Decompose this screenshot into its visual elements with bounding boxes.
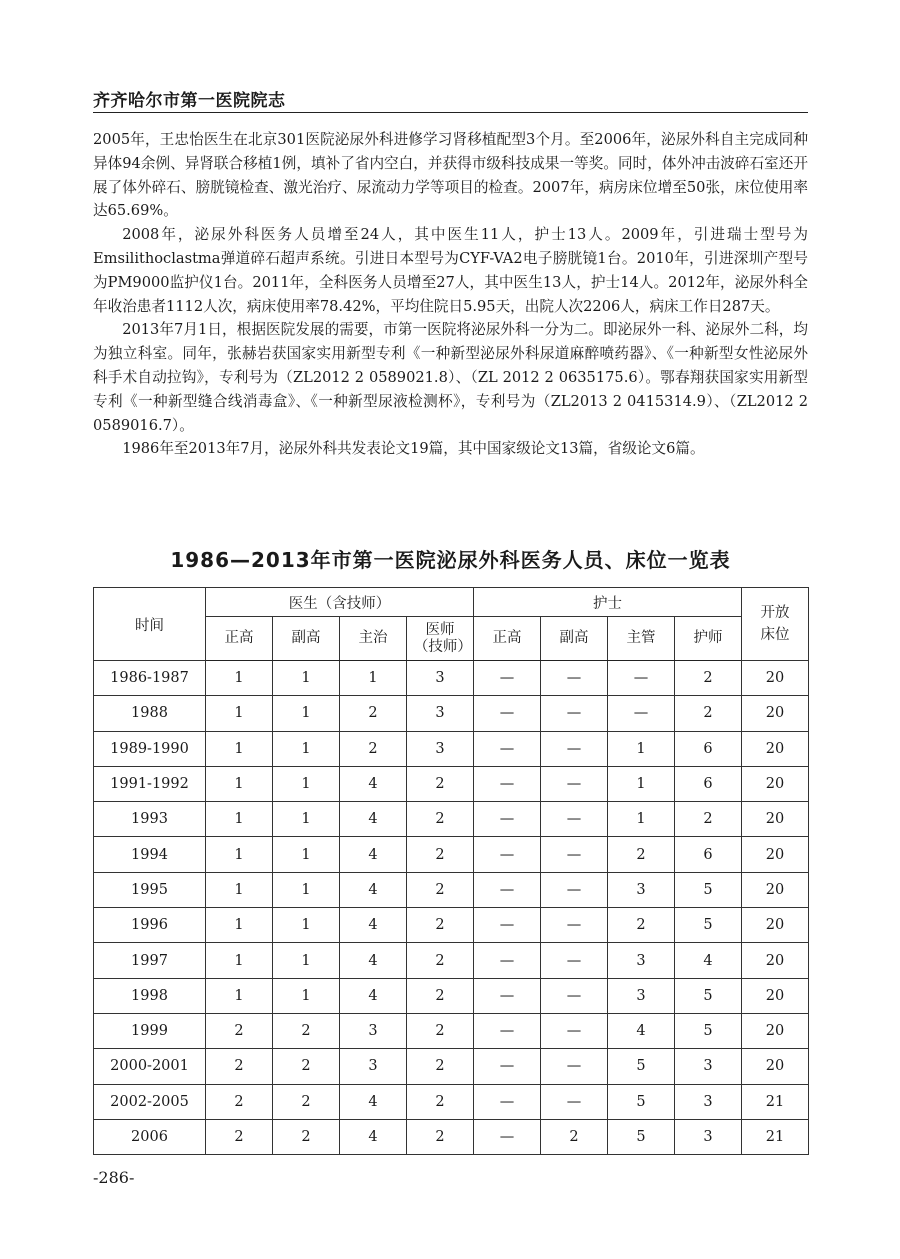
table-cell: 20 xyxy=(742,661,809,696)
table-cell: 4 xyxy=(340,766,407,801)
table-cell: 2 xyxy=(675,661,742,696)
table-cell: 3 xyxy=(675,1119,742,1154)
table-cell: 2 xyxy=(273,1084,340,1119)
table-cell-time: 1998 xyxy=(94,978,206,1013)
header-time: 时间 xyxy=(94,588,206,661)
header-doctor-senior: 正高 xyxy=(206,617,273,661)
table-cell: 3 xyxy=(407,661,474,696)
table-cell: — xyxy=(541,978,608,1013)
table-row xyxy=(94,837,809,872)
table-cell: 3 xyxy=(675,1084,742,1119)
table-cell: 2 xyxy=(206,1049,273,1084)
staff-bed-table xyxy=(93,587,809,1155)
table-cell: 3 xyxy=(407,696,474,731)
table-cell: 5 xyxy=(675,1013,742,1048)
table-cell: 2 xyxy=(206,1119,273,1154)
table-cell: 4 xyxy=(340,1119,407,1154)
header-doctor-associate: 副高 xyxy=(273,617,340,661)
table-cell: 5 xyxy=(608,1049,675,1084)
table-cell-time: 1997 xyxy=(94,943,206,978)
table-cell: 2 xyxy=(340,696,407,731)
table-cell: 1 xyxy=(273,802,340,837)
table-cell-time: 2000-2001 xyxy=(94,1049,206,1084)
table-cell: 4 xyxy=(340,1084,407,1119)
table-cell: 2 xyxy=(407,908,474,943)
table-cell-time: 1995 xyxy=(94,872,206,907)
body-text xyxy=(93,128,808,461)
table-cell: 3 xyxy=(608,872,675,907)
page-number: -286- xyxy=(93,1168,135,1187)
table-cell: — xyxy=(474,696,541,731)
table-cell: 2 xyxy=(608,837,675,872)
table-cell: 1 xyxy=(206,943,273,978)
table-cell: 21 xyxy=(742,1084,809,1119)
table-cell: 2 xyxy=(675,696,742,731)
table-cell: 20 xyxy=(742,978,809,1013)
table-cell: 1 xyxy=(273,872,340,907)
table-row xyxy=(94,1084,809,1119)
table-cell-time: 1988 xyxy=(94,696,206,731)
table-cell: — xyxy=(541,766,608,801)
table-cell: 2 xyxy=(273,1013,340,1048)
table-cell: 3 xyxy=(340,1013,407,1048)
table-cell-time: 1999 xyxy=(94,1013,206,1048)
table-cell: 5 xyxy=(675,908,742,943)
paragraph: 2013年7月1日，根据医院发展的需要，市第一医院将泌尿外科一分为二。即泌尿外一科、泌尿外二科，均为独立科室。同年，张赫岩获国家实用新型专利《一种新型泌尿外科尿道麻醉喷药器》、《一种新型女性泌尿外科手术自动拉钩》，专利号为（ZL2012 2 0589021.8）、（ZL 2012 2 0635175.6）。鄂春翔获国家实用新型专利《一种新型缝合线消毒盒》、《一种新型尿液检测杯》，专利号为（ZL2013 2 0415314.9）、（ZL2012 2 0589016.7）。 xyxy=(93,321,808,434)
table-cell: 4 xyxy=(608,1013,675,1048)
table-cell: 1 xyxy=(206,731,273,766)
table-cell: — xyxy=(474,661,541,696)
table-cell: 4 xyxy=(340,837,407,872)
table-cell: 20 xyxy=(742,872,809,907)
header-nurse-practitioner: 护师 xyxy=(675,617,742,661)
table-cell: 1 xyxy=(273,837,340,872)
running-header: 齐齐哈尔市第一医院院志 xyxy=(93,91,286,111)
table-cell: — xyxy=(474,731,541,766)
table-title: 1986—2013年市第一医院泌尿外科医务人员、床位一览表 xyxy=(170,548,731,572)
table-row xyxy=(94,661,809,696)
table-cell: — xyxy=(608,696,675,731)
table-cell-time: 1989-1990 xyxy=(94,731,206,766)
header-doctor-physician: 医师（技师） xyxy=(407,617,474,661)
table-cell: 1 xyxy=(608,766,675,801)
table-cell: — xyxy=(541,661,608,696)
table-cell: — xyxy=(474,837,541,872)
table-cell: 3 xyxy=(407,731,474,766)
table-cell: — xyxy=(541,696,608,731)
table-cell: — xyxy=(541,1084,608,1119)
table-cell: 2 xyxy=(407,978,474,1013)
table-cell: 2 xyxy=(407,766,474,801)
table-cell: 2 xyxy=(675,802,742,837)
table-cell: 1 xyxy=(273,978,340,1013)
table-row xyxy=(94,696,809,731)
table-cell: 6 xyxy=(675,837,742,872)
table-cell: 2 xyxy=(407,837,474,872)
table-cell: 3 xyxy=(608,978,675,1013)
table-cell: — xyxy=(541,908,608,943)
table-cell: 2 xyxy=(340,731,407,766)
table-cell: 1 xyxy=(273,731,340,766)
table-cell: 20 xyxy=(742,696,809,731)
table-cell: 2 xyxy=(206,1084,273,1119)
table-cell: 1 xyxy=(206,661,273,696)
header-beds: 开放床位 xyxy=(742,588,809,661)
table-row xyxy=(94,1013,809,1048)
table-cell: 3 xyxy=(675,1049,742,1084)
table-cell: 1 xyxy=(608,731,675,766)
table-cell: 4 xyxy=(340,943,407,978)
table-cell: 20 xyxy=(742,731,809,766)
table-cell: 2 xyxy=(407,943,474,978)
table-row xyxy=(94,1049,809,1084)
table-cell: 3 xyxy=(608,943,675,978)
table-cell: 20 xyxy=(742,943,809,978)
table-cell: 3 xyxy=(340,1049,407,1084)
table-cell: 2 xyxy=(407,1119,474,1154)
paragraph: 1986年至2013年7月，泌尿外科共发表论文19篇，其中国家级论文13篇，省级论文6篇。 xyxy=(122,440,705,458)
table-cell: 21 xyxy=(742,1119,809,1154)
table-cell: 1 xyxy=(206,837,273,872)
table-cell: 1 xyxy=(273,661,340,696)
paragraph: 2005年，王忠怡医生在北京301医院泌尿外科进修学习肾移植配型3个月。至2006年，泌尿外科自主完成同种异体94余例、异肾联合移植1例，填补了省内空白，并获得市级科技成果一等奖。同时，体外冲击波碎石室还开展了体外碎石、膀胱镜检查、激光治疗、尿流动力学等项目的检查。2007年，病房床位增至50张，床位使用率达65.69%。 xyxy=(93,131,808,220)
table-cell: 2 xyxy=(273,1119,340,1154)
table-cell: 1 xyxy=(273,943,340,978)
table-cell: — xyxy=(541,872,608,907)
header-nurse-supervisor: 主管 xyxy=(608,617,675,661)
table-cell: 5 xyxy=(675,872,742,907)
table-cell: 2 xyxy=(273,1049,340,1084)
table-cell: — xyxy=(474,1049,541,1084)
table-cell: — xyxy=(474,1084,541,1119)
table-cell: — xyxy=(474,766,541,801)
table-cell: 1 xyxy=(206,802,273,837)
table-row xyxy=(94,766,809,801)
table-cell: — xyxy=(474,872,541,907)
table-cell: — xyxy=(474,802,541,837)
table-cell: 4 xyxy=(340,802,407,837)
table-cell: 1 xyxy=(206,872,273,907)
table-cell: 20 xyxy=(742,802,809,837)
table-cell: 5 xyxy=(675,978,742,1013)
table-cell: 4 xyxy=(340,978,407,1013)
table-cell: 1 xyxy=(273,908,340,943)
table-row xyxy=(94,731,809,766)
table-row xyxy=(94,802,809,837)
table-cell: 2 xyxy=(608,908,675,943)
table-row xyxy=(94,943,809,978)
table-cell: 2 xyxy=(407,872,474,907)
table-cell: 4 xyxy=(340,872,407,907)
table-cell: — xyxy=(541,1049,608,1084)
table-cell-time: 1991-1992 xyxy=(94,766,206,801)
table-row xyxy=(94,872,809,907)
table-cell: — xyxy=(474,908,541,943)
table-row xyxy=(94,908,809,943)
table-cell: 1 xyxy=(206,766,273,801)
table-cell: 20 xyxy=(742,837,809,872)
table-cell-time: 1993 xyxy=(94,802,206,837)
table-cell: 4 xyxy=(340,908,407,943)
table-cell: — xyxy=(541,1013,608,1048)
table-cell-time: 1996 xyxy=(94,908,206,943)
table-cell: — xyxy=(608,661,675,696)
header-doctor-attending: 主治 xyxy=(340,617,407,661)
header-nurse-group: 护士 xyxy=(474,588,742,617)
table-cell: 2 xyxy=(541,1119,608,1154)
header-rule xyxy=(93,112,808,113)
header-nurse-associate: 副高 xyxy=(541,617,608,661)
header-nurse-senior: 正高 xyxy=(474,617,541,661)
paragraph: 2008年，泌尿外科医务人员增至24人，其中医生11人，护士13人。2009年，引进瑞士型号为Emsilithoclastma弹道碎石超声系统。引进日本型号为CYF-VA2电子膀胱镜1台。2010年，引进深圳产型号为PM9000监护仪1台。2011年，全科医务人员增至27人，其中医生13人，护士14人。2012年，泌尿外科全年收治患者1112人次，病床使用率78.42%，平均住院日5.95天，出院人次2206人，病床工作日287天。 xyxy=(93,226,808,315)
table-cell: 4 xyxy=(675,943,742,978)
table-cell-time: 1994 xyxy=(94,837,206,872)
table-cell: — xyxy=(541,802,608,837)
table-cell: 1 xyxy=(273,696,340,731)
table-cell: 20 xyxy=(742,908,809,943)
table-cell: 6 xyxy=(675,766,742,801)
table-row xyxy=(94,978,809,1013)
table-cell: 2 xyxy=(407,1084,474,1119)
table-cell: 1 xyxy=(206,908,273,943)
table-cell: 20 xyxy=(742,1049,809,1084)
table-cell: — xyxy=(474,1119,541,1154)
table-cell: 2 xyxy=(407,1049,474,1084)
table-row xyxy=(94,1119,809,1154)
table-cell: — xyxy=(541,837,608,872)
table-cell: — xyxy=(474,978,541,1013)
table-cell-time: 2006 xyxy=(94,1119,206,1154)
table-cell: 6 xyxy=(675,731,742,766)
header-doctor-group: 医生（含技师） xyxy=(206,588,474,617)
table-cell: 1 xyxy=(608,802,675,837)
table-cell: 5 xyxy=(608,1119,675,1154)
table-cell: — xyxy=(541,731,608,766)
table-cell: 1 xyxy=(273,766,340,801)
table-cell: — xyxy=(474,943,541,978)
table-cell: 20 xyxy=(742,1013,809,1048)
table-cell: 1 xyxy=(206,978,273,1013)
table-cell: 1 xyxy=(206,696,273,731)
table-cell: — xyxy=(541,943,608,978)
table-cell-time: 1986-1987 xyxy=(94,661,206,696)
table-cell: 2 xyxy=(206,1013,273,1048)
table-cell: 2 xyxy=(407,802,474,837)
table-cell: — xyxy=(474,1013,541,1048)
table-body xyxy=(94,661,809,1155)
table-cell: 5 xyxy=(608,1084,675,1119)
table-cell-time: 2002-2005 xyxy=(94,1084,206,1119)
table-cell: 20 xyxy=(742,766,809,801)
table-cell: 1 xyxy=(340,661,407,696)
table-cell: 2 xyxy=(407,1013,474,1048)
